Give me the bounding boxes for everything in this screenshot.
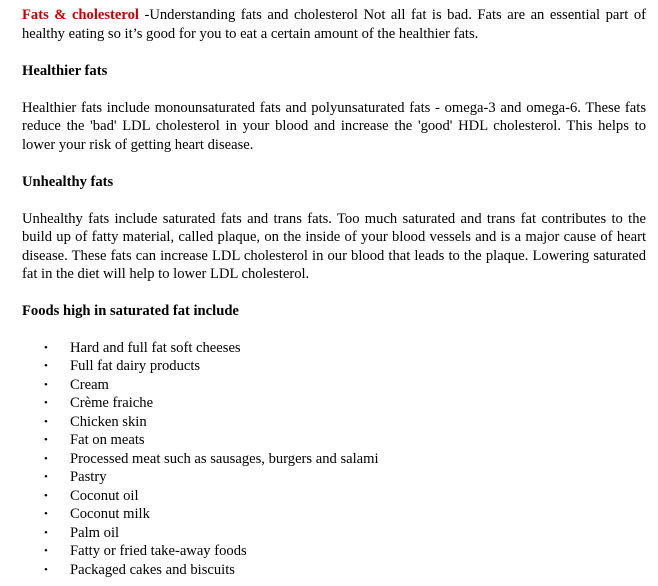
bullet-icon: • [44,341,48,354]
list-item-text: Chicken skin [70,413,147,430]
bullet-icon: • [44,415,48,428]
list-item-text: Coconut oil [70,487,139,504]
list-item-text: Cream [70,376,109,393]
unhealthy-fats-heading: Unhealthy fats [22,173,114,190]
list-item [22,468,646,487]
article-title: Fats & cholesterol [22,7,139,23]
healthier-fats-paragraph: Healthier fats include monounsaturated fats and polyunsaturated fats - omega-3 and omega-6. These fats reduce the 'bad' LDL cholesterol in your blood and increase the 'good' HDL cholesterol. This helps to lower your risk of getting heart disease. [22,99,646,153]
list-item-text: Palm oil [70,524,120,541]
list-item-text: Fatty or fried take-away foods [70,543,247,559]
unhealthy-fats-paragraph: Unhealthy fats include saturated fats and trans fats. Too much saturated and trans fat contributes to the build up of fatty material, called plaque, on the inside of your blood vessels and is a major cause of heart disease. These fats can increase LDL cholesterol in our blood that leads to the plaque. Lowering saturated fat in the diet will help to lower LDL cholesterol. [22,210,646,282]
list-item [22,542,646,561]
list-item [22,450,646,469]
list-item-text: Hard and full fat soft cheeses [70,339,241,356]
healthier-fats-heading: Healthier fats [22,62,108,79]
list-item [22,524,646,543]
saturated-foods-list [22,339,646,580]
bullet-icon: • [44,434,48,446]
bullet-icon: • [44,360,48,372]
list-item [22,431,646,450]
list-item-text: Full fat dairy products [70,358,201,374]
list-item-text: Pastry [70,469,107,485]
list-item [22,413,646,432]
bullet-icon: • [44,508,48,520]
list-item [22,357,646,376]
list-item [22,339,646,358]
bullet-icon: • [44,452,48,465]
bullet-icon: • [44,378,48,391]
bullet-icon: • [44,489,48,502]
list-item-text: Processed meat such as sausages, burgers and salami [70,450,379,467]
bullet-icon: • [44,526,48,539]
bullet-icon: • [44,563,48,576]
list-item [22,376,646,395]
list-item [22,505,646,524]
bullet-icon: • [44,545,48,557]
list-item [22,394,646,413]
list-item [22,487,646,506]
list-item-text: Coconut milk [70,506,150,522]
bullet-icon: • [44,397,48,409]
intro-paragraph [22,6,646,43]
list-item-text: Crème fraiche [70,395,154,411]
list-item-text: Packaged cakes and biscuits [70,561,235,578]
article [22,6,646,579]
saturated-foods-heading: Foods high in saturated fat include [22,303,239,319]
intro-text: -Understanding fats and cholesterol Not all fat is bad. Fats are an essential part of healthy eating so it’s good for you to eat a certain amount of the healthier fats. [22,7,646,42]
bullet-icon: • [44,471,48,483]
list-item [22,561,646,580]
list-item-text: Fat on meats [70,432,145,448]
